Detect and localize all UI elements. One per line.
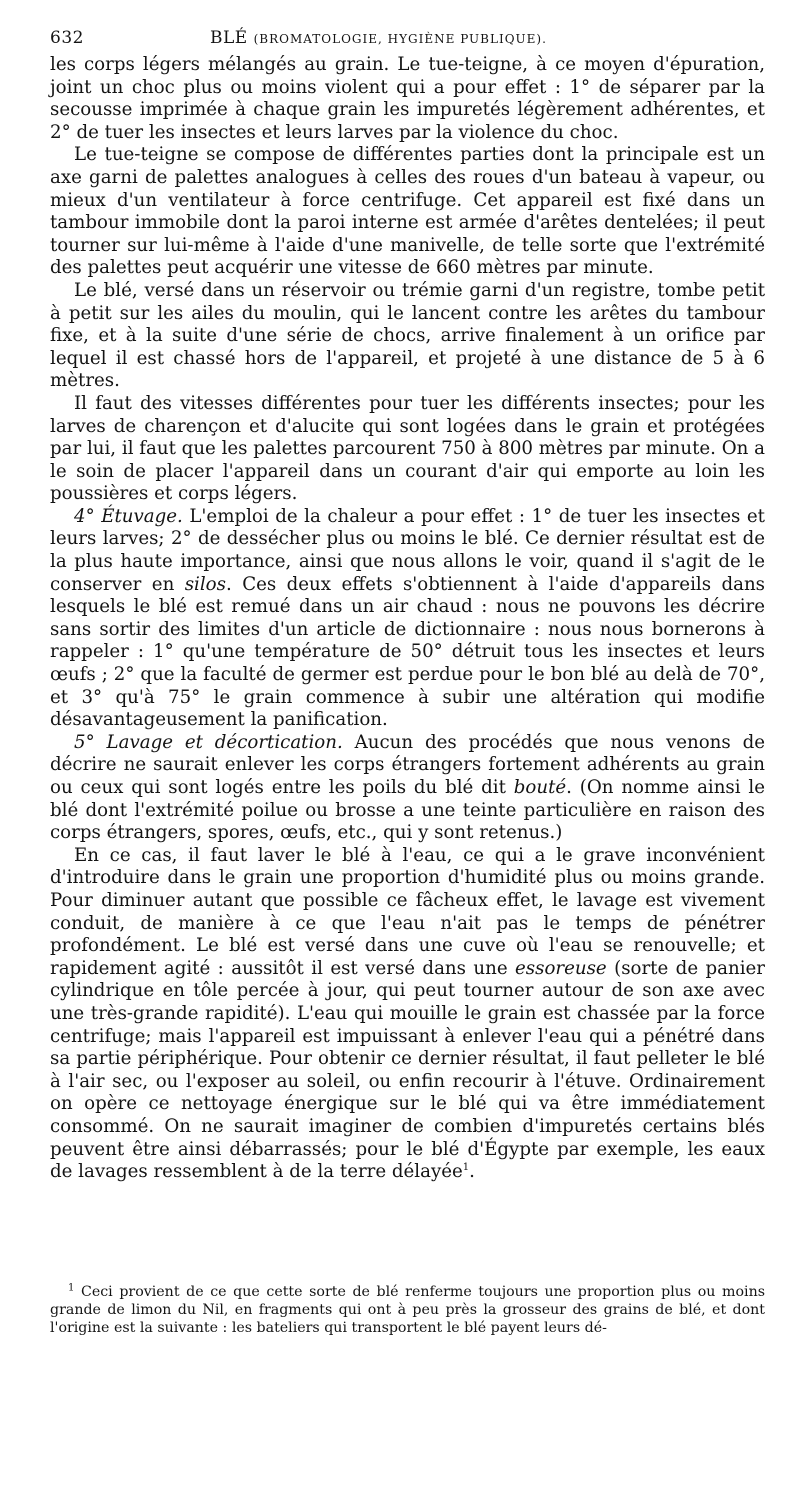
text-run: L'emploi de la chaleur a pour effet : 1° de tuer les insectes et leurs larves; 2° de dessécher plus ou moins le blé. Ce dernier résultat est de la plus haute importance, ainsi que nous allons le voir, quand il s'agit de le conserver en (50, 505, 765, 595)
paragraph: les corps légers mélangés au grain. Le tue-teigne, à ce moyen d'épuration, joint un choc plus ou moins violent qui a pour effet : 1° de séparer par la secousse imprimée à chaque grain les impuretés légèrement adhérentes, et 2° de tuer les insectes et leurs larves par la violence du choc. (50, 54, 765, 143)
running-title-subtitle: (BROMATOLOGIE, HYGIÈNE PUBLIQUE). (253, 32, 547, 46)
paragraph: Il faut des vitesses différentes pour tuer les différents insectes; pour les larves de charençon et d'alucite qui sont logées dans le grain et protégées par lui, il faut que les palettes parcourent 750 à 800 mètres par minute. On a le soin de placer l'appareil dans un courant d'air qui emporte au loin les poussières et corps légers. (50, 392, 765, 505)
paragraph-etuvage (50, 506, 765, 732)
italic-term: silos (184, 573, 226, 595)
text-run: . (On nomme ainsi le blé dont l'extrémité poilue ou brosse a une teinte particulière en raison des corps étrangers, spores, œufs, etc., qui y sont retenus.) (50, 777, 765, 844)
footnote-reference: 1 (462, 1162, 470, 1174)
page (50, 28, 765, 1184)
footnote-marker: 1 (68, 1282, 75, 1294)
running-title (210, 28, 547, 48)
paragraph-lavage (50, 732, 765, 845)
text-run: (sorte de panier cylindrique en tôle percée à jour, qui peut tourner autour de son axe avec une très-grande rapidité). L'eau qui mouille le grain est chassée par la force centrifuge; mais l'appareil est impuissant à enlever l'eau qui a pénétré dans sa partie périphérique. Pour obtenir ce dernier résultat, il faut pelleter le blé à l'air sec, ou l'exposer au soleil, ou enfin recourir à l'étuve. Ordinairement on opère ce nettoyage énergique sur le blé qui va être immédiatement consommé. On ne saurait imaginer de combien d'impuretés certains blés peuvent être ainsi débarrassés; pour le blé d'Égypte par exemple, les eaux de lavages ressemblent à de la terre délayée (50, 957, 765, 1183)
text-run: . (469, 1161, 475, 1183)
footnote-text: Ceci provient de ce que cette sorte de blé renferme toujours une proportion plus ou moins grande de limon du Nil, en fragments qui ont à peu près la grosseur des grains de blé, et dont l'origine est la suivante : les bateliers qui transportent le blé payent leurs dé- (50, 1284, 765, 1337)
running-title-main: BLÉ (210, 28, 248, 48)
body-text (50, 54, 765, 1184)
section-title: 4° Étuvage. (74, 505, 183, 527)
italic-term: bouté (513, 777, 567, 798)
paragraph: Le blé, versé dans un réservoir ou trémie garni d'un registre, tombe petit à petit sur les ailes du moulin, qui le lancent contre les arêtes du tambour fixe, et à la suite d'une série de chocs, arrive finalement à un orifice par lequel il est chassé hors de l'appareil, et projeté à une distance de 5 à 6 mètres. (50, 279, 765, 392)
footnote (50, 1283, 765, 1338)
text-run: En ce cas, il faut laver le blé à l'eau, ce qui a le grave inconvénient d'introduire dans le grain une proportion d'humidité plus ou moins grande. Pour diminuer autant que possible ce fâcheux effet, le lavage est vivement conduit, de manière à ce que l'eau n'ait pas le temps de pénétrer profondément. Le blé est versé dans une cuve où l'eau se renouvelle; et rapidement agité : aussitôt il est versé dans une (50, 844, 765, 979)
page-number: 632 (50, 28, 84, 48)
running-head (50, 28, 765, 54)
text-run: . Ces deux effets s'obtiennent à l'aide d'appareils dans lesquels le blé est remué dans un air chaud : nous ne pouvons les décrire sans sortir des limites d'un article de dictionnaire : nous nous bornerons à rappeler : 1° qu'une température de 50° détruit tous les insectes et leurs œufs ; 2° que la faculté de germer est perdue pour le bon blé au delà de 70°, et 3° qu'à 75° le grain commence à subir une altération qui modifie désavantageusement la panification. (50, 573, 765, 731)
italic-term: essoreuse (515, 957, 607, 979)
section-title: 5° Lavage et décortication. (74, 731, 343, 753)
paragraph: Le tue-teigne se compose de différentes parties dont la principale est un axe garni de palettes analogues à celles des roues d'un bateau à vapeur, ou mieux d'un ventilateur à force centrifuge. Cet appareil est fixé dans un tambour immobile dont la paroi interne est armée d'arêtes dentelées; il peut tourner sur lui-même à l'aide d'une manivelle, de telle sorte que l'extrémité des palettes peut acquérir une vitesse de 660 mètres par minute. (50, 144, 765, 279)
paragraph (50, 845, 765, 1184)
text-run: Aucun des procédés que nous venons de décrire ne saurait enlever les corps étrangers fortement adhérents au grain ou ceux qui sont logés entre les poils du blé dit (50, 731, 765, 798)
